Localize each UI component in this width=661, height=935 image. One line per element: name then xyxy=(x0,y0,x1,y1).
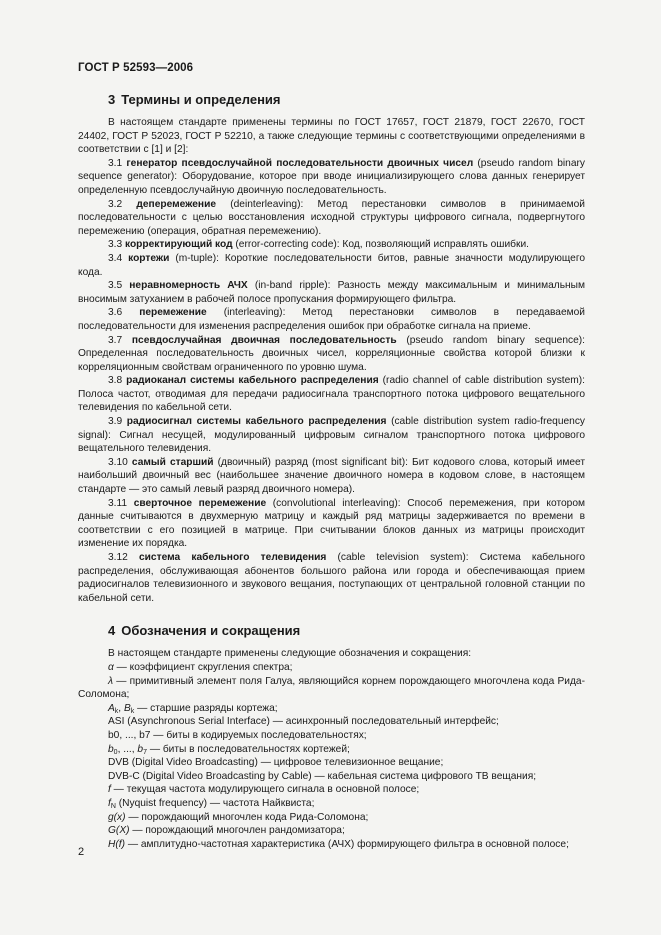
abbreviation-item xyxy=(78,797,585,811)
term-entry xyxy=(78,252,585,279)
section-3-intro: В настоящем стандарте применены термины по ГОСТ 17657, ГОСТ 21879, ГОСТ 22670, ГОСТ 24402, ГОСТ Р 52023, ГОСТ Р 52210, а также следующие термины с соответствующими определениями в соответствии с [1] и [2]: xyxy=(78,117,585,156)
term-entry xyxy=(78,157,585,198)
symbol: α xyxy=(108,661,114,673)
page-number: 2 xyxy=(78,846,85,858)
abbreviation-text: — порождающий многочлен кода Рида-Соломона; xyxy=(125,811,369,823)
symbol: H(f) xyxy=(108,838,125,850)
term-number: 3.8 xyxy=(108,375,127,387)
symbol: G(X) xyxy=(108,825,130,837)
term-entry xyxy=(78,415,585,456)
term-number: 3.9 xyxy=(108,416,127,428)
term-number: 3.10 xyxy=(108,456,132,468)
term-entry xyxy=(78,374,585,415)
term-definition: (convolutional interleaving): Способ перемежения, при котором данные считываются в двухмерную матрицу и каждый ряд матрицы задерживается по времени в соответствии с его позицией в матрице. При считывании блоков данных из матрицы происходит изменение их порядка. xyxy=(78,497,585,550)
term-name: деперемежение xyxy=(136,198,217,210)
section-4-title: Обозначения и сокращения xyxy=(121,623,301,639)
section-3-heading xyxy=(108,92,585,108)
term-entry xyxy=(78,334,585,375)
term-definition: (radio channel of cable distribution system): Полоса частот, отводимая для передачи радиосигнала транспортного потока цифрового вещательного телевидения по кабельной сети. xyxy=(78,375,585,414)
abbreviation-text: — порождающий многочлен рандомизатора; xyxy=(129,825,345,837)
term-name: сверточное перемежение xyxy=(133,497,267,509)
term-definition: (in-band ripple): Разность между максимальным и минимальным вносимым затуханием в рабочей полосе пропускания формирующего фильтра. xyxy=(78,280,585,305)
abbreviation-text: DVB-C (Digital Video Broadcasting by Cable) — кабельная система цифрового ТВ вещания; xyxy=(108,770,537,782)
abbreviation-text: — старшие разряды кортежа; xyxy=(134,702,278,714)
term-number: 3.5 xyxy=(108,280,130,292)
term-definition: (cable distribution system radio-frequency signal): Сигнал несущей, модулированный цифровым сигналом транспортного потока цифрового вещательного телевидения. xyxy=(78,416,586,455)
term-name: радиосигнал системы кабельного распределения xyxy=(126,416,387,428)
symbol-2: B xyxy=(123,702,131,714)
section-3-number: 3 xyxy=(108,92,116,107)
section-4-number: 4 xyxy=(108,623,116,639)
term-definition: (interleaving): Метод перестановки символов в передаваемой последовательности для изменения распределения ошибок при обработке сигнала на приеме. xyxy=(78,307,585,332)
term-number: 3.6 xyxy=(108,307,140,319)
term-number: 3.2 xyxy=(108,198,137,210)
standard-code: ГОСТ Р 52593—2006 xyxy=(78,62,194,74)
symbol: b xyxy=(108,743,114,755)
abbreviation-text: (Nyquist frequency) — частота Найквиста; xyxy=(115,797,315,809)
abbreviations-list xyxy=(78,661,585,851)
symbol-subscript: k xyxy=(114,707,119,715)
term-definition: (m-tuple): Короткие последовательности битов, равные значности модулирующего кода. xyxy=(78,252,586,278)
term-number: 3.12 xyxy=(108,552,139,563)
term-name: радиоканал системы кабельного распределения xyxy=(126,375,379,387)
abbreviation-item xyxy=(78,783,585,797)
term-entry xyxy=(78,551,585,605)
abbreviation-item xyxy=(78,715,585,729)
term-number: 3.1 xyxy=(108,157,127,169)
term-number: 3.11 xyxy=(108,497,134,509)
term-number: 3.3 xyxy=(108,239,125,251)
symbol-subscript: N xyxy=(110,802,116,810)
term-definition: (двоичный) разряд (most significant bit): Бит кодового слова, который имеет наибольший двоичный вес (наибольшее значение двоичного номера в кодовом слове, в настоящем стандарте — это самый левый разряд двоичного номера). xyxy=(78,456,585,496)
symbol-2-subscript: 7 xyxy=(143,748,147,756)
abbreviation-text: ASI (Asynchronous Serial Interface) — асинхронный последовательный интерфейс; xyxy=(108,716,499,728)
abbreviation-item xyxy=(78,811,585,825)
abbreviation-text: — коэффициент скругления спектра; xyxy=(113,661,293,673)
term-name: система кабельного телевидения xyxy=(139,552,327,563)
term-definition: (deinterleaving): Метод перестановки символов в принимаемой последовательности с целью восстановления исходной структуры цифрового сигнала, подвергнутого перемежению (операция, обратная перемежению). xyxy=(78,198,585,237)
term-entry xyxy=(78,497,585,551)
term-entry xyxy=(78,306,585,333)
abbreviation-item xyxy=(78,824,585,838)
abbreviation-item xyxy=(78,661,585,675)
abbreviation-item xyxy=(78,756,585,770)
symbol: λ xyxy=(108,675,114,687)
abbreviation-text: — примитивный элемент поля Галуа, являющийся корнем порождающего многочлена кода Рида-Соломона; xyxy=(78,675,585,701)
term-entry xyxy=(78,198,585,239)
section-4-intro: В настоящем стандарте применены следующие обозначения и сокращения: xyxy=(108,648,472,660)
abbreviation-text: b0, ..., b7 — биты в кодируемых последовательностях; xyxy=(108,729,367,741)
abbreviation-item xyxy=(78,838,585,852)
term-name: псевдослучайная двоичная последовательность xyxy=(131,334,397,346)
abbreviation-text: — амплитудно-частотная характеристика (АЧХ) формирующего фильтра в основной полосе; xyxy=(124,838,569,850)
abbreviation-item: $A_k$, $B_k$ — старшие разряды кортежа; xyxy=(108,702,278,715)
symbol-subscript: 0 xyxy=(113,748,118,756)
term-name: корректирующий код xyxy=(125,239,233,251)
term-name: неравномерность АЧХ xyxy=(129,280,248,292)
term-definition: (cable television system): Система кабельного распределения, обслуживающая абонентов большого района или города и обеспечивающая прием радиосигналов телевизионного и звукового вещания, поступающих от центральной головной станции по кабельной сети. xyxy=(78,552,586,604)
term-definition: (pseudo random binary sequence): Определенная последовательность двоичных чисел, корреляционные свойства которой близки к корреляционным свойствам ограниченного по уровню шума. xyxy=(78,334,585,373)
symbol: f xyxy=(108,797,111,809)
symbol-2-subscript: k xyxy=(130,707,135,715)
abbreviation-text: — текущая частота модулирующего сигнала в основной полосе; xyxy=(110,784,420,796)
terms-list xyxy=(78,157,585,606)
term-number: 3.7 xyxy=(108,334,132,346)
abbreviation-item: $b_0$, ..., $b_7$ — биты в последовательностях кортежей; xyxy=(108,743,350,756)
term-name: самый старший xyxy=(131,456,214,468)
term-entry xyxy=(78,279,585,306)
term-definition: (error-correcting code): Код, позволяющий исправлять ошибки. xyxy=(232,239,529,251)
abbreviation-item xyxy=(78,770,585,784)
term-name: перемежение xyxy=(139,307,207,319)
symbol: f xyxy=(108,784,111,796)
abbreviation-text: — биты в последовательностях кортежей; xyxy=(146,743,350,755)
section-3-title: Термины и определения xyxy=(121,92,281,107)
abbreviation-item xyxy=(78,675,585,702)
term-name: генератор псевдослучайной последовательности двоичных чисел xyxy=(126,157,474,169)
section-4-heading xyxy=(108,623,585,639)
symbol: A xyxy=(108,702,115,714)
symbol: g(x) xyxy=(108,811,126,823)
symbol-2: b xyxy=(137,743,144,755)
term-name: кортежи xyxy=(128,252,170,264)
term-entry xyxy=(78,238,585,252)
abbreviation-item xyxy=(78,729,585,743)
abbreviation-text: DVB (Digital Video Broadcasting) — цифровое телевизионное вещание; xyxy=(108,757,444,769)
term-entry xyxy=(78,456,585,497)
term-definition: (pseudo random binary sequence generator): Оборудование, которое при вводе инициализирующего слова данных генерирует определенную псевдослучайную двоичную последовательность. xyxy=(78,157,585,196)
term-number: 3.4 xyxy=(108,252,129,264)
page-content xyxy=(78,92,585,851)
